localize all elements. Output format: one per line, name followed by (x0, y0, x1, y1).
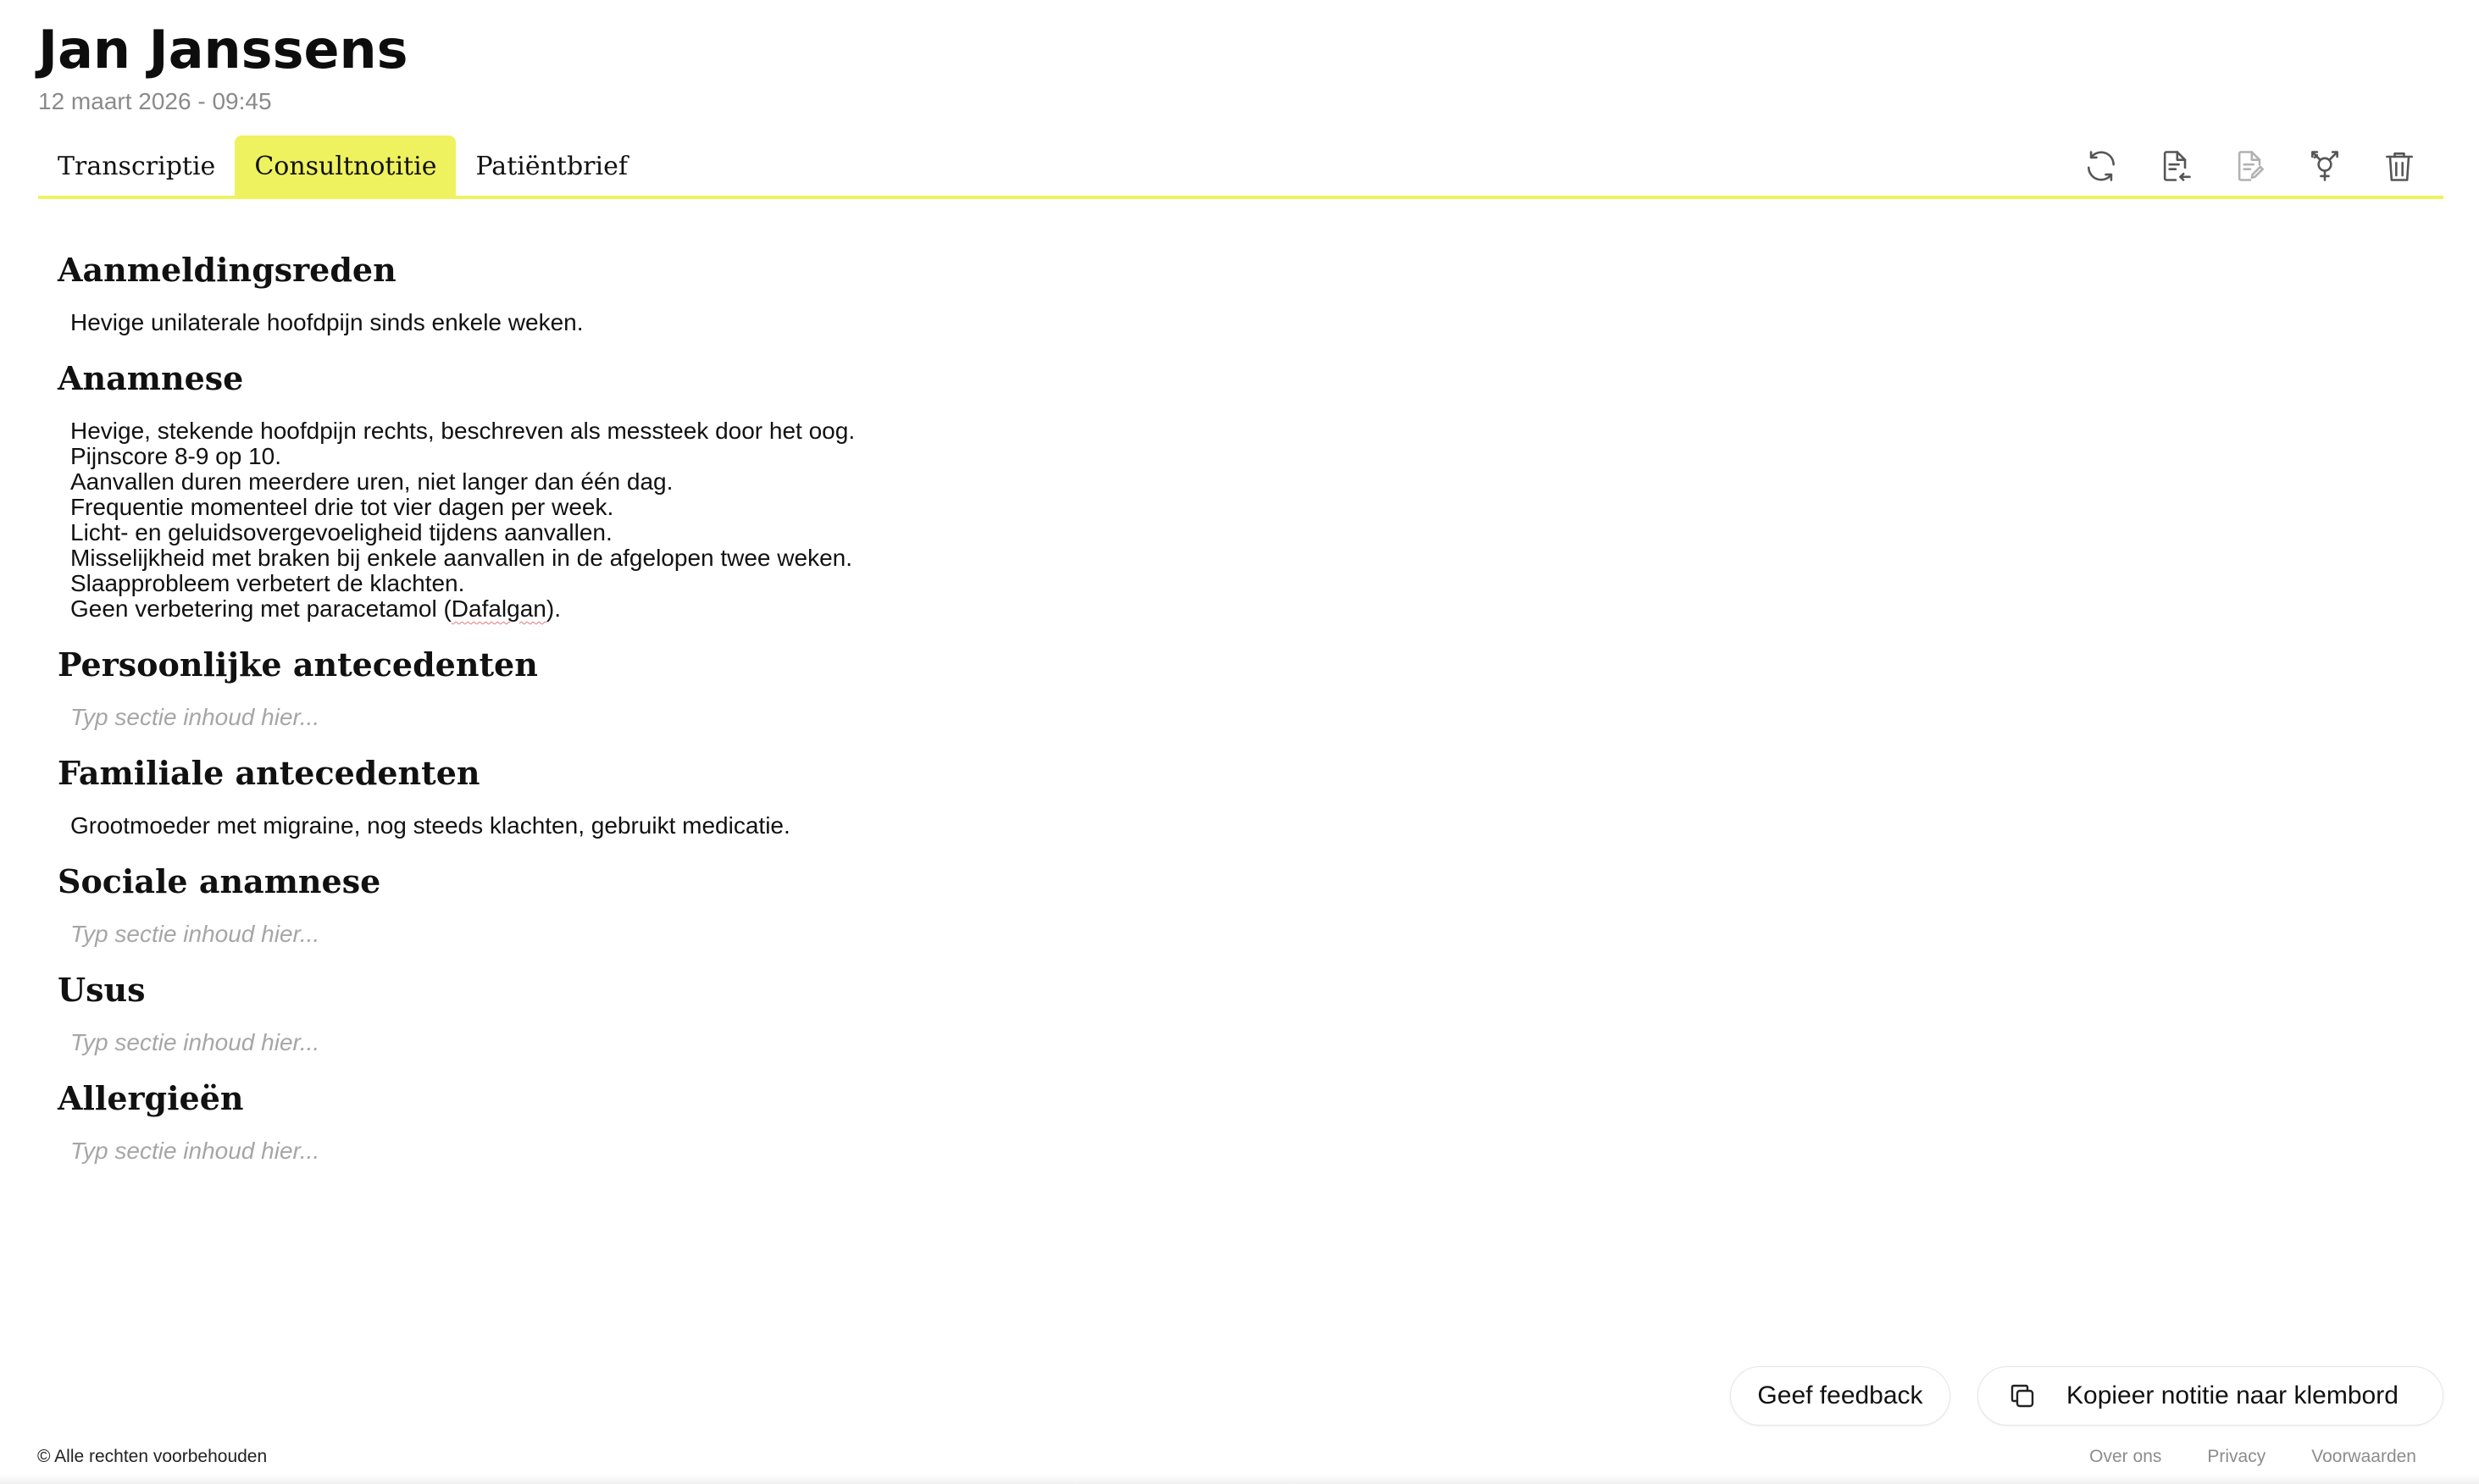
section-usus (58, 966, 2345, 1055)
section-heading: Allergieën (58, 1079, 244, 1117)
footer-links (2089, 1447, 2416, 1467)
consult-note (58, 246, 2345, 1182)
edit-document-button[interactable] (2230, 146, 2271, 186)
bottom-fade (0, 1474, 2479, 1484)
section-familiale-antecedenten (58, 749, 2345, 839)
note-line: Pijnscore 8-9 op 10. (70, 443, 282, 469)
note-line: Hevige unilaterale hoofdpijn sinds enkele weken. (70, 309, 584, 335)
note-line: Slaapprobleem verbetert de klachten. (70, 570, 465, 596)
document-arrow-icon (2157, 147, 2194, 185)
note-toolbar (2081, 144, 2420, 188)
note-line: Geen verbetering met paracetamol (Dafalgan). (70, 595, 561, 622)
note-line: Misselijkheid met braken bij enkele aanvallen in de afgelopen twee weken. (70, 545, 853, 571)
feedback-button[interactable] (1730, 1366, 1950, 1426)
copy-label: Kopieer notitie naar klembord (2066, 1382, 2399, 1409)
feedback-label: Geef feedback (1757, 1382, 1923, 1409)
section-heading: Sociale anamnese (58, 862, 381, 900)
consult-date: 12 maart 2026 - 09:45 (38, 88, 272, 114)
section-sociale-anamnese (58, 857, 2345, 947)
section-placeholder[interactable]: Typ sectie inhoud hier... (70, 1029, 320, 1055)
gender-button[interactable] (2304, 146, 2345, 186)
note-line: Hevige, stekende hoofdpijn rechts, beschreven als messteek door het oog. (70, 418, 856, 444)
section-allergieen (58, 1074, 2345, 1164)
section-anamnese (58, 354, 2345, 622)
tab-bar (38, 136, 647, 197)
copyright-text: © Alle rechten voorbehouden (37, 1447, 268, 1466)
tab-transcriptie[interactable]: Transcriptie (58, 151, 216, 181)
export-document-button[interactable] (2155, 146, 2196, 186)
note-line: Grootmoeder met migraine, nog steeds klachten, gebruikt medicatie. (70, 812, 790, 839)
note-line: Frequentie momenteel drie tot vier dagen per week. (70, 494, 614, 520)
footer-link-over-ons[interactable]: Over ons (2089, 1447, 2162, 1466)
gender-icon (2306, 147, 2343, 185)
footer-link-privacy[interactable]: Privacy (2207, 1447, 2266, 1466)
note-line: Licht- en geluidsovergevoeligheid tijdens aanvallen. (70, 519, 613, 545)
delete-button[interactable] (2379, 146, 2420, 186)
section-placeholder[interactable]: Typ sectie inhoud hier... (70, 704, 320, 730)
footer-link-voorwaarden[interactable]: Voorwaarden (2311, 1447, 2416, 1466)
tab-underline (38, 196, 2443, 199)
tab-patientbrief[interactable]: Patiëntbrief (475, 151, 628, 181)
refresh-icon (2082, 147, 2120, 185)
spellcheck-word: Dafalgan (451, 595, 546, 622)
note-line: Aanvallen duren meerdere uren, niet langer dan één dag. (70, 468, 674, 495)
section-persoonlijke-antecedenten (58, 640, 2345, 730)
section-heading: Usus (58, 971, 146, 1009)
section-heading: Persoonlijke antecedenten (58, 645, 538, 684)
section-placeholder[interactable]: Typ sectie inhoud hier... (70, 921, 320, 947)
refresh-button[interactable] (2081, 146, 2121, 186)
document-edit-icon (2232, 147, 2269, 185)
section-placeholder[interactable]: Typ sectie inhoud hier... (70, 1138, 320, 1164)
trash-icon (2381, 147, 2418, 185)
section-heading: Aanmeldingsreden (58, 251, 397, 289)
section-aanmeldingsreden (58, 246, 2345, 335)
section-content[interactable] (70, 418, 2345, 622)
section-heading: Anamnese (58, 359, 244, 397)
tab-consultnotitie[interactable]: Consultnotitie (235, 136, 456, 197)
section-heading: Familiale antecedenten (58, 754, 480, 792)
section-content[interactable] (70, 310, 2345, 335)
section-content[interactable] (70, 813, 2345, 839)
copy-icon (2007, 1381, 2038, 1411)
copy-to-clipboard-button[interactable] (1977, 1366, 2443, 1426)
patient-name: Jan Janssens (38, 19, 408, 80)
